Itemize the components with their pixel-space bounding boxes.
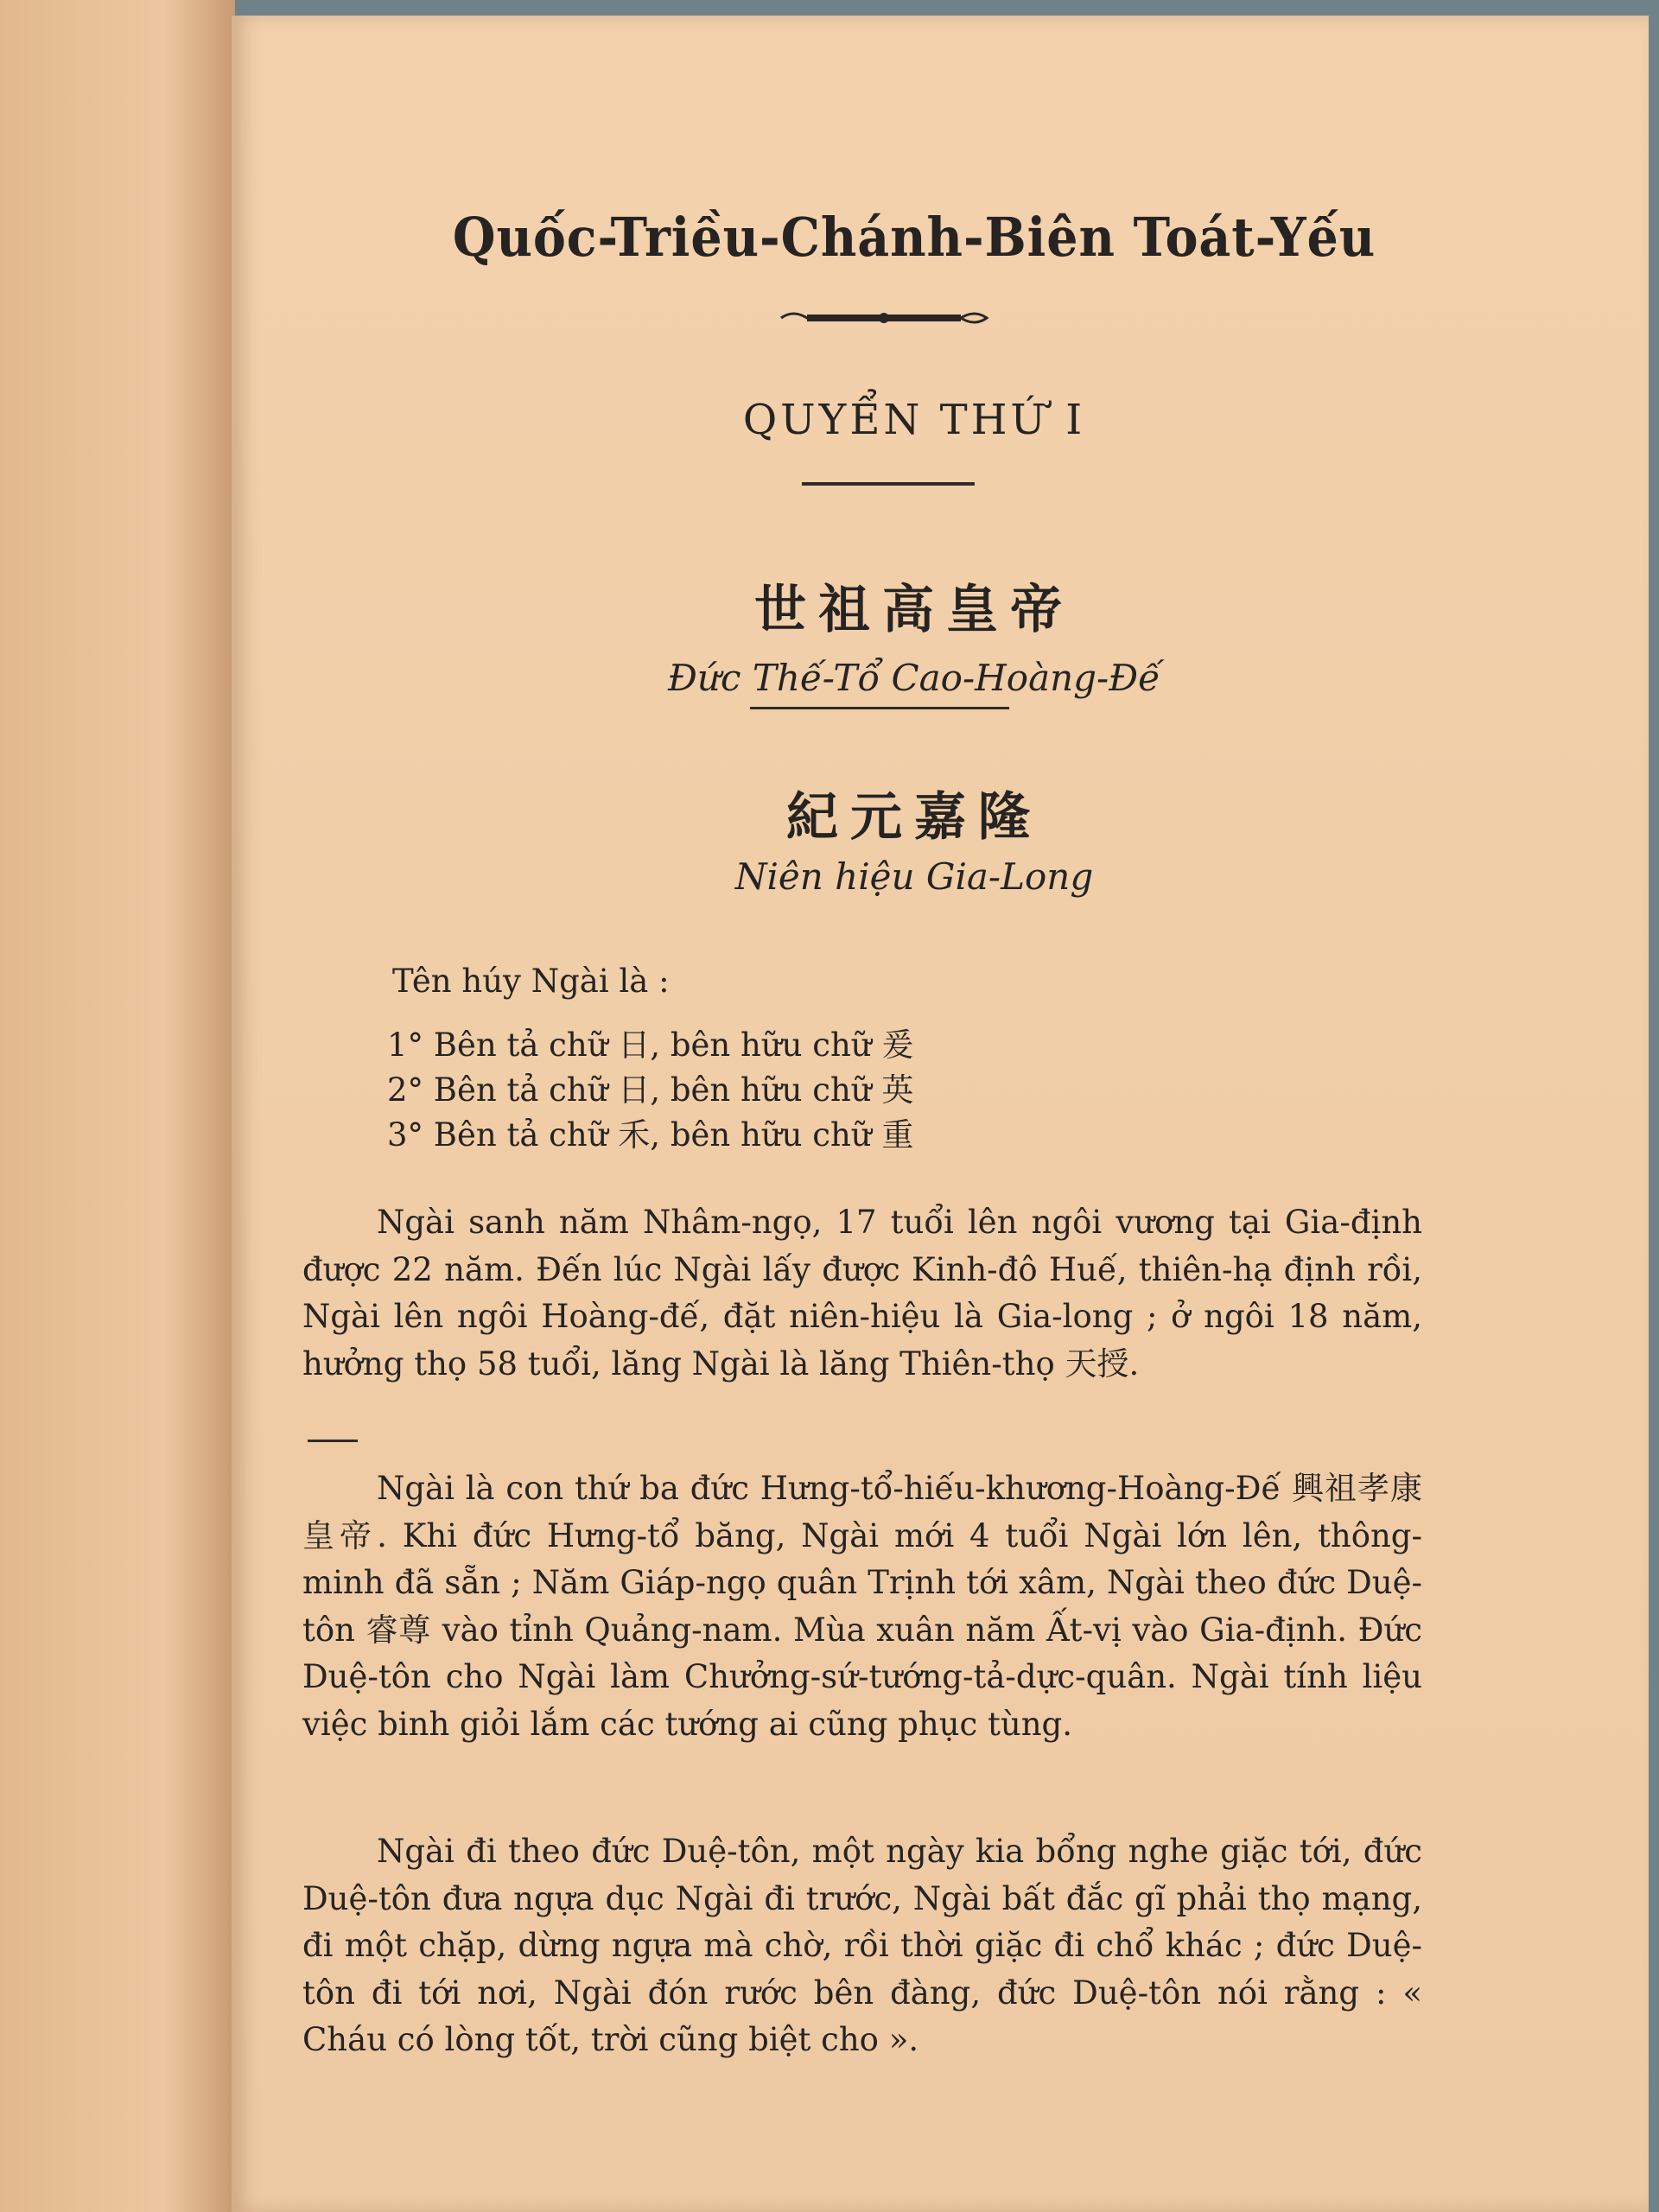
volume-divider <box>802 482 975 486</box>
paragraph-anecdote <box>302 1828 1422 2064</box>
list-item: 2° Bên tả chữ 日, bên hữu chữ 英 <box>387 1071 914 1109</box>
list-item: 1° Bên tả chữ 日, bên hữu chữ 爰 <box>387 1027 914 1064</box>
emperor-chinese-title: 世祖高皇帝 <box>754 580 1074 640</box>
taboo-name-list <box>387 1023 913 1158</box>
left-page-edge <box>0 0 235 2212</box>
volume-heading: QUYỂN THỨ I <box>742 396 1086 444</box>
paragraph-text: Ngài đi theo đức Duệ-tôn, một ngày kia bổng nghe giặc tới, đức Duệ-tôn đưa ngựa dục Ngài đi trước, Ngài bất đắc gĩ phải thọ mạng, đi một chặp, dừng ngựa mà chờ, rồi thời giặc đi chổ khác ; đức Duệ-tôn đi tới nơi, Ngài đón rước bên đàng, đức Duệ-tôn nói rằng : « Cháu có lòng tốt, trời cũng biệt cho ». <box>302 1833 1422 2058</box>
taboo-name-intro: Tên húy Ngài là : <box>392 963 670 1000</box>
handwritten-underline <box>308 1440 358 1442</box>
list-item: 3° Bên tả chữ 禾, bên hữu chữ 重 <box>387 1116 914 1154</box>
paragraph-text: Ngài sanh năm Nhâm-ngọ, 17 tuổi lên ngôi vương tại Gia-định được 22 năm. Đến lúc Ngài lấy được Kinh-đô Huế, thiên-hạ định rồi, Ngài lên ngôi Hoàng-đế, đặt niên-hiệu là Gia-long ; ở ngôi 18 năm, hưởng thọ 58 tuổi, lăng Ngài là lăng Thiên-thọ 天授. <box>302 1204 1422 1382</box>
book-title: Quốc-Triều-Chánh-Biên Toát-Yếu <box>452 206 1376 269</box>
paragraph-text: Ngài là con thứ ba đức Hưng-tổ-hiếu-khương-Hoàng-Đế 興祖孝康皇帝. Khi đức Hưng-tổ băng, Ngài mới 4 tuổi Ngài lớn lên, thông-minh đã sẵn ; Năm Giáp-ngọ quân Trịnh tới xâm, Ngài theo đức Duệ-tôn 睿尊 vào tỉnh Quảng-nam. Mùa xuân năm Ất-vị vào Gia-định. Đức Duệ-tôn cho Ngài làm Chưởng-sứ-tướng-tả-dực-quân. Ngài tính liệu việc binh giỏi lắm các tướng ai cũng phục tùng. <box>302 1470 1422 1743</box>
era-name: Niên hiệu Gia-Long <box>734 855 1094 898</box>
paragraph-lineage <box>302 1465 1422 1748</box>
title-ornament <box>776 301 992 335</box>
emperor-name: Đức Thế-Tổ Cao-Hoàng-Đế <box>668 657 1160 699</box>
paragraph-birth-reign <box>302 1199 1422 1388</box>
book-page <box>232 16 1649 2212</box>
emperor-underline <box>750 707 1009 709</box>
era-chinese-title: 紀元嘉隆 <box>786 787 1042 848</box>
